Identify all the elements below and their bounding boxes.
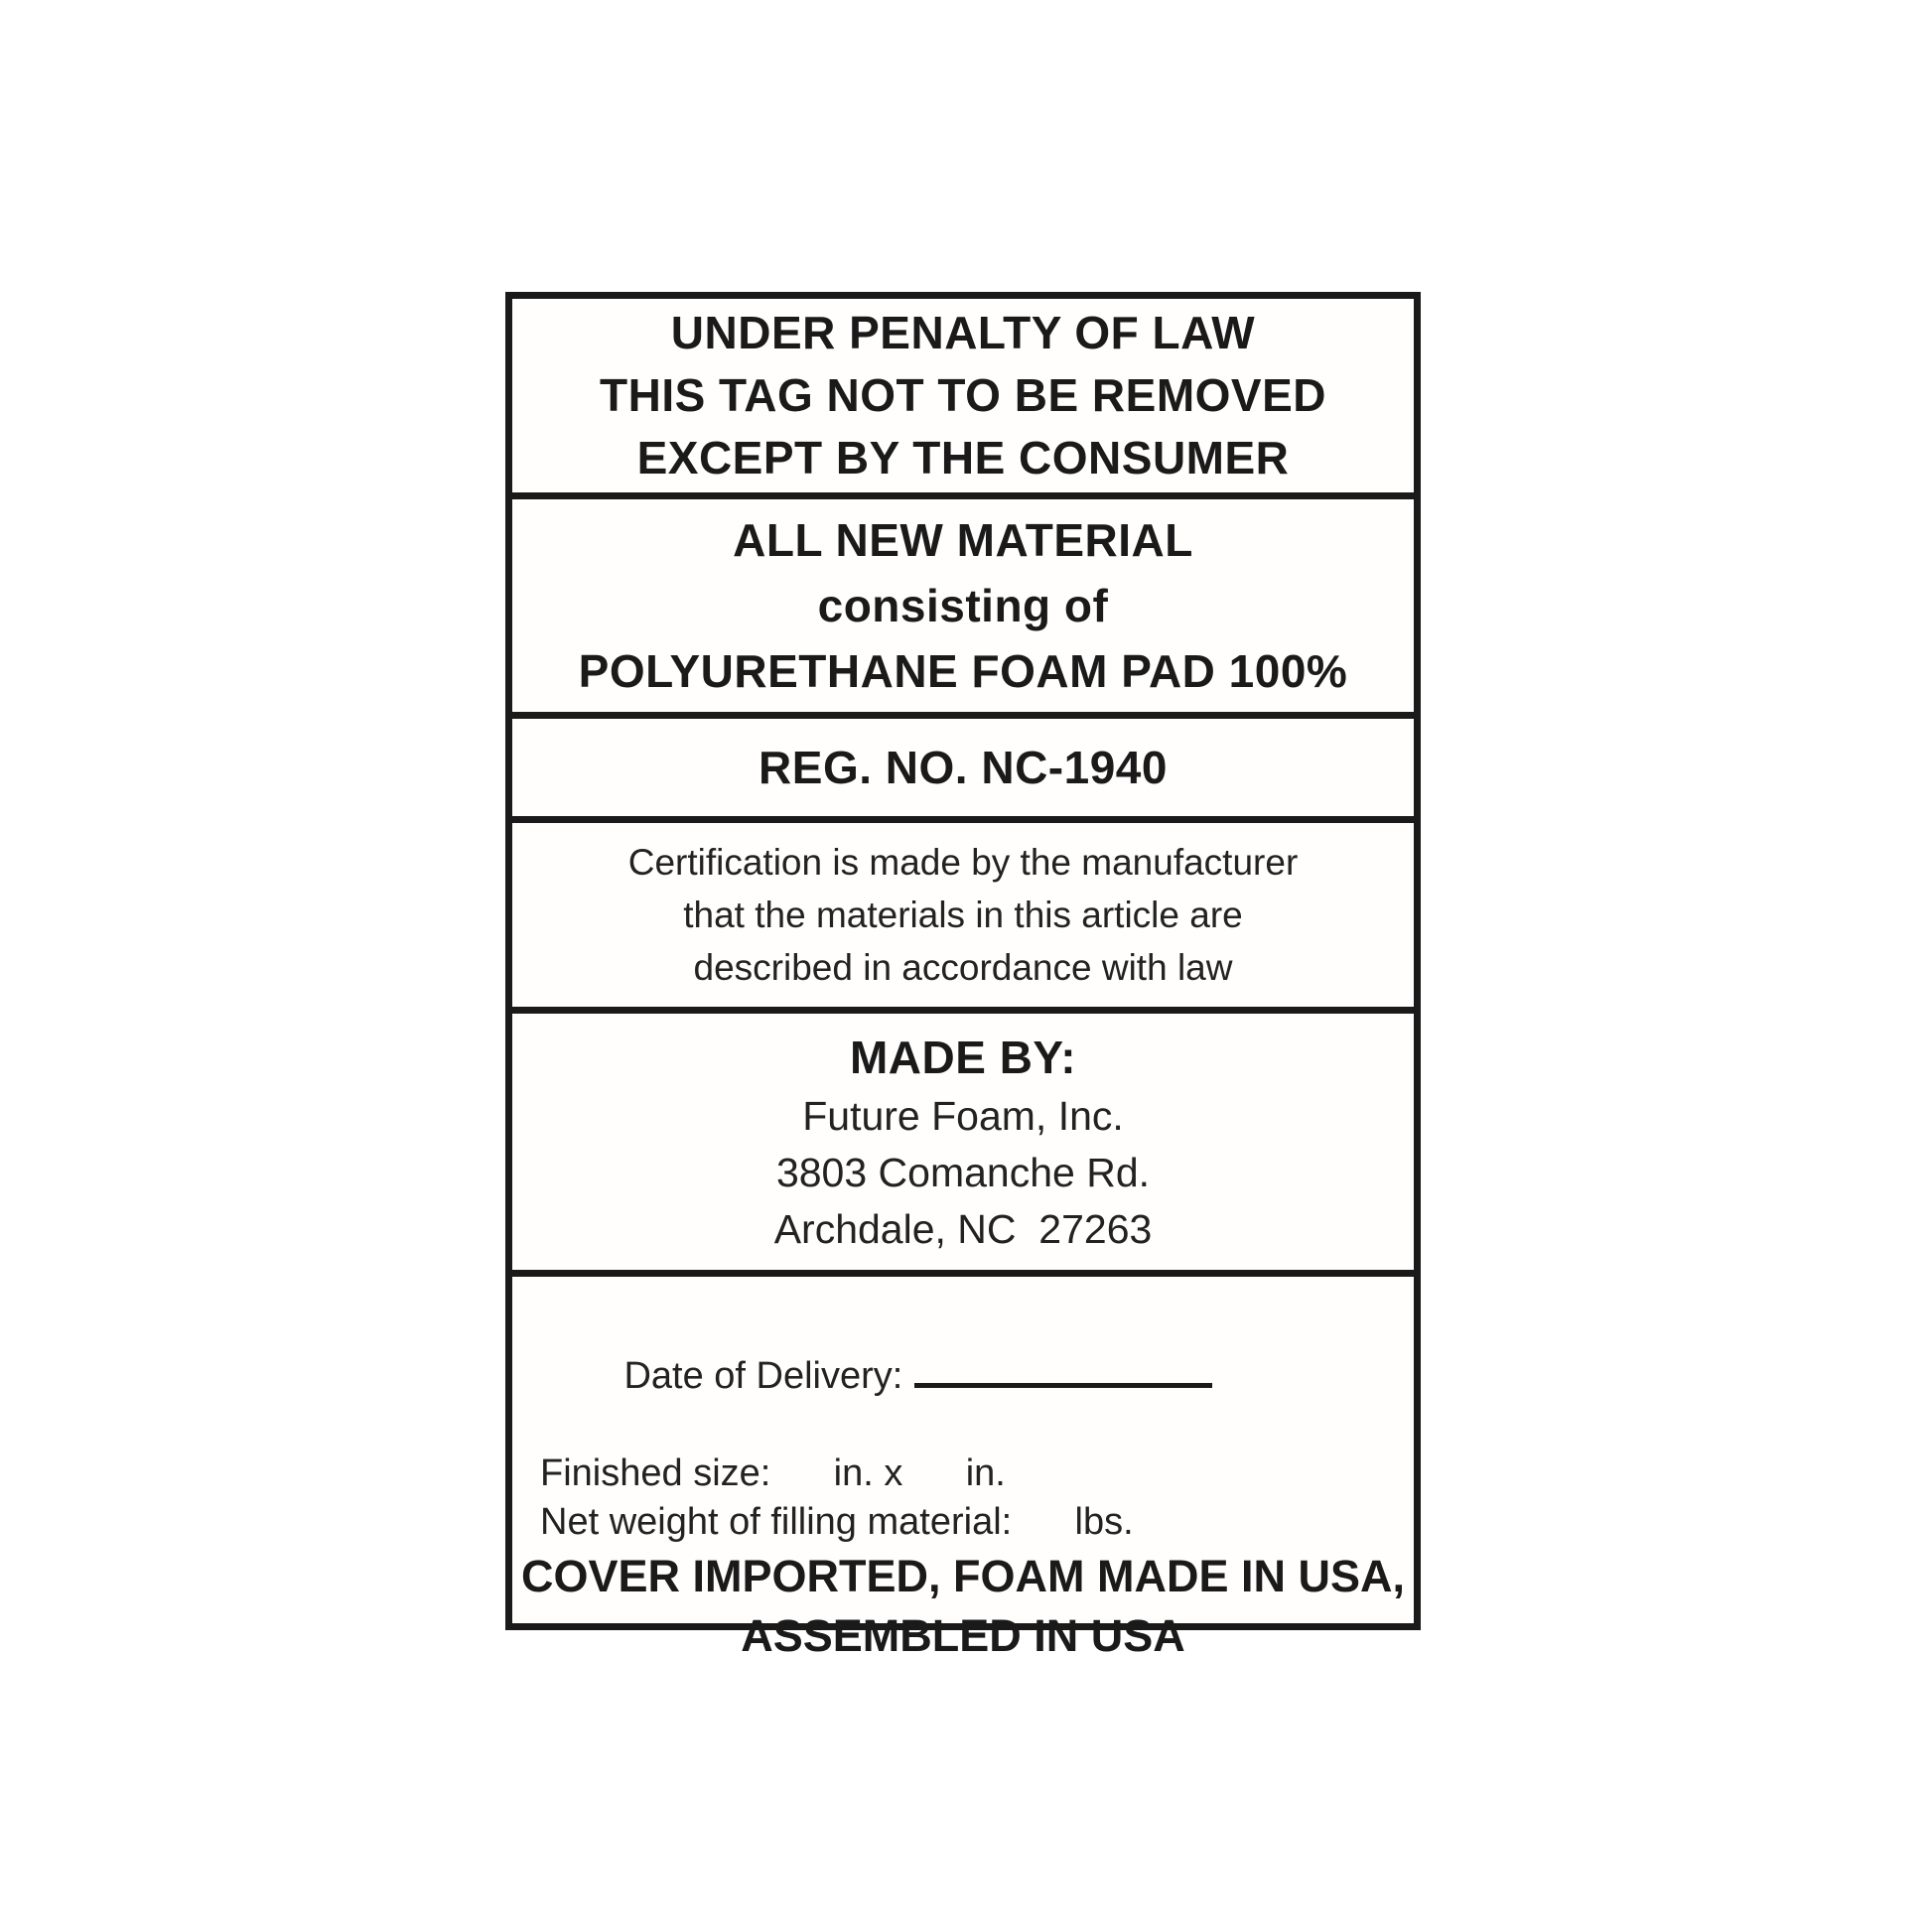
date-of-delivery-blank-line [914,1349,1212,1388]
penalty-warning-line-1: UNDER PENALTY OF LAW [670,307,1256,358]
certification-line-2: that the materials in this article are [683,895,1243,935]
origin-line-1: COVER IMPORTED, FOAM MADE IN USA, [520,1551,1406,1601]
penalty-warning-line-3: EXCEPT BY THE CONSUMER [636,432,1290,483]
origin-statement [512,1547,1414,1682]
registration-number: REG. NO. NC-1940 [759,742,1168,793]
penalty-warning-line-2: THIS TAG NOT TO BE REMOVED [600,369,1326,421]
law-label-tag [505,292,1421,1661]
date-of-delivery-label: Date of Delivery: [623,1355,903,1397]
manufacturer-name: Future Foam, Inc. [802,1092,1124,1139]
material-line-1: ALL NEW MATERIAL [733,514,1193,566]
certification-line-3: described in accordance with law [693,947,1233,988]
finished-size-row: Finished size: in. x in. [540,1452,1006,1494]
manufacturer-street-address: 3803 Comanche Rd. [775,1149,1151,1195]
certification-line-1: Certification is made by the manufacturer [627,842,1299,883]
section-certification-statement [512,816,1414,1007]
section-registration-number [512,712,1414,816]
net-weight-row: Net weight of filling material: lbs. [540,1501,1134,1543]
section-material-contents [512,492,1414,712]
material-line-2: consisting of [817,580,1109,631]
made-by-heading: MADE BY: [849,1031,1077,1083]
date-of-delivery-row [512,1301,1414,1449]
section-delivery-details [512,1270,1414,1661]
origin-line-2: ASSEMBLED IN USA [741,1610,1185,1661]
material-line-3: POLYURETHANE FOAM PAD 100% [578,645,1348,697]
section-manufacturer [512,1007,1414,1270]
manufacturer-city-state-zip: Archdale, NC 27263 [773,1205,1153,1252]
section-penalty-warning [512,299,1414,492]
